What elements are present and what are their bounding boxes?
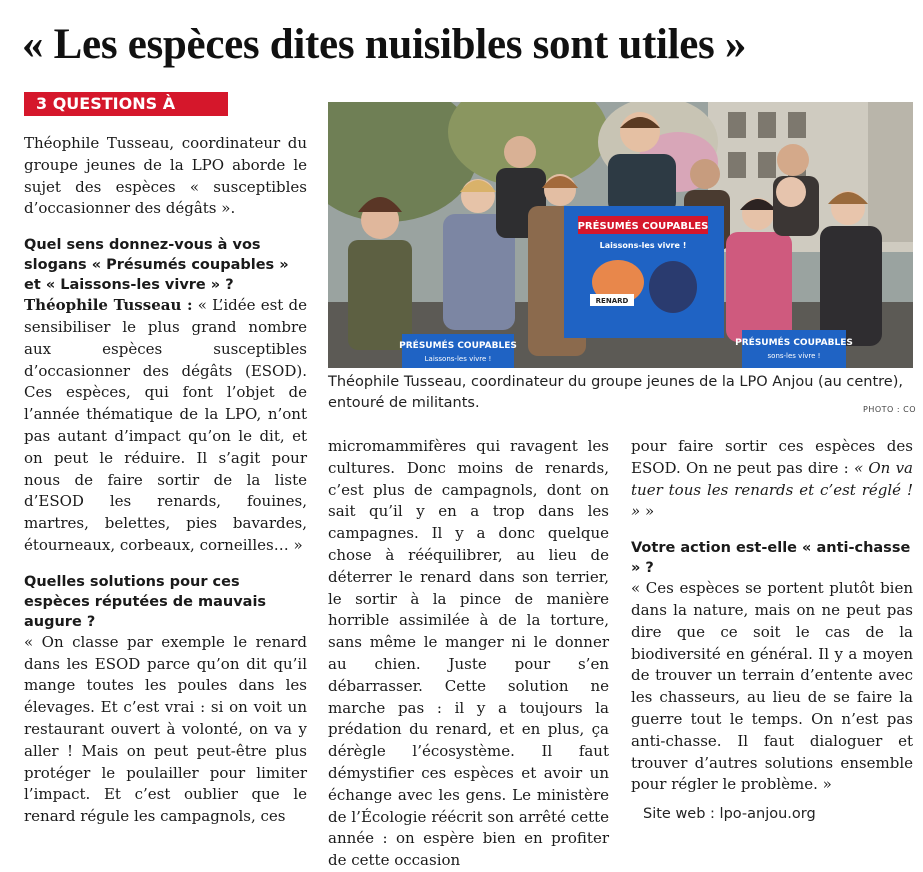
closing-quote: » (640, 502, 655, 521)
photo-credit: PHOTO : CO (863, 405, 916, 414)
column-1 (24, 133, 307, 828)
question-2: Quelles solutions pour ces espèces réputées de mauvais augure ? (24, 573, 267, 630)
column-3 (631, 436, 913, 796)
sign-right-title: PRÉSUMÉS COUPABLES (735, 338, 853, 348)
answer-1 (24, 295, 307, 557)
sign-main-subtitle: Laissons-les vivre ! (599, 241, 687, 250)
answer-1-text: « L’idée est de sensibiliser le plus grand nombre aux espèces susceptibles d’occasionner des dégâts (ESOD). Ces espèces, qui font l’objet de l’année thématique de la LPO, n’ont pas autant d’impact qu’on le dit, et on peut le réduire. Il s’agit pour nous de faire sortir de la liste d’ESOD les renards, fouines, martres, belettes, pies bavardes, étourneaux, corbeaux, corneilles… » (24, 296, 307, 554)
article-headline: « Les espèces dites nuisibles sont utiles » (22, 21, 747, 68)
intro-paragraph: Théophile Tusseau, coordinateur du groupe jeunes de la LPO aborde le sujet des espèces « susceptibles d’occasionner des dégâts ». (24, 134, 307, 218)
answer-2-part-3 (631, 436, 913, 523)
sign-left-subtitle: Laissons-les vivre ! (424, 355, 492, 363)
section-kicker: 3 QUESTIONS À (24, 92, 228, 116)
sign-left-title: PRÉSUMÉS COUPABLES (399, 341, 517, 351)
question-1: Quel sens donnez-vous à vos slogans « Présumés coupables » et « Laissons-les vivre » ? (24, 237, 289, 294)
speaker-name: Théophile Tusseau : (24, 296, 193, 315)
website-line: Site web : lpo-anjou.org (643, 806, 816, 822)
article-photo (328, 102, 913, 368)
answer-2-part-2: micromammifères qui ravagent les cultures. Donc moins de renards, c’est plus de campagnols, dont on sait qu’il y en a trop dans les campagnes. Il y a donc quelque chose à rééquilibrer, au lieu de déterrer le renard dans son terrier, le sortir à la pince de manière horrible assimilée à de la torture, sans même le manger ni le donner au chien. Juste pour s’en débarrasser. Cette solution ne marche pas : il y a toujours la prédation du renard, et en plus, ça dérègle l’écosystème. Il faut démystifier ces espèces et avoir un échange avec les gens. Le ministère de l’Écologie réécrit son arrêté cette année : on espère bien en profiter de cette occasion (328, 437, 609, 870)
sign-right-subtitle: sons-les vivre ! (767, 352, 821, 360)
sign-inner-label: RENARD (595, 297, 629, 305)
photo-caption: Théophile Tusseau, coordinateur du groupe jeunes de la LPO Anjou (au centre), entouré de militants. (328, 374, 903, 411)
sign-main-title: PRÉSUMÉS COUPABLES (577, 221, 709, 232)
question-3: Votre action est-elle « anti-chasse » ? (631, 540, 911, 577)
column-2 (328, 436, 609, 872)
italic-quote: « On va tuer tous les renards et c’est réglé ! » (631, 458, 913, 521)
answer-2-part-1: « On classe par exemple le renard dans les ESOD parce qu’on dit qu’il mange toutes les poules dans les élevages. Et c’est vrai : si on voit un restaurant ouvert à volonté, on va y aller ! Mais on peut peut-être plus protéger le poulailler pour limiter l’impact. Et c’est oublier que le renard régule les campagnols, ces (24, 632, 307, 826)
answer-3: « Ces espèces se portent plutôt bien dans la nature, mais on ne peut pas dire que ce soit le cas de la biodiversité en général. Il y a moyen de trouver un terrain d’entente avec les chasseurs, au lieu de se faire la guerre tout le temps. On n’est pas anti-chasse. Il faut dialoguer et trouver d’autres solutions ensemble pour régler le problème. » (631, 579, 913, 794)
answer-2-part-3-text: pour faire sortir ces espèces des ESOD. On ne peut pas dire : (631, 437, 913, 477)
